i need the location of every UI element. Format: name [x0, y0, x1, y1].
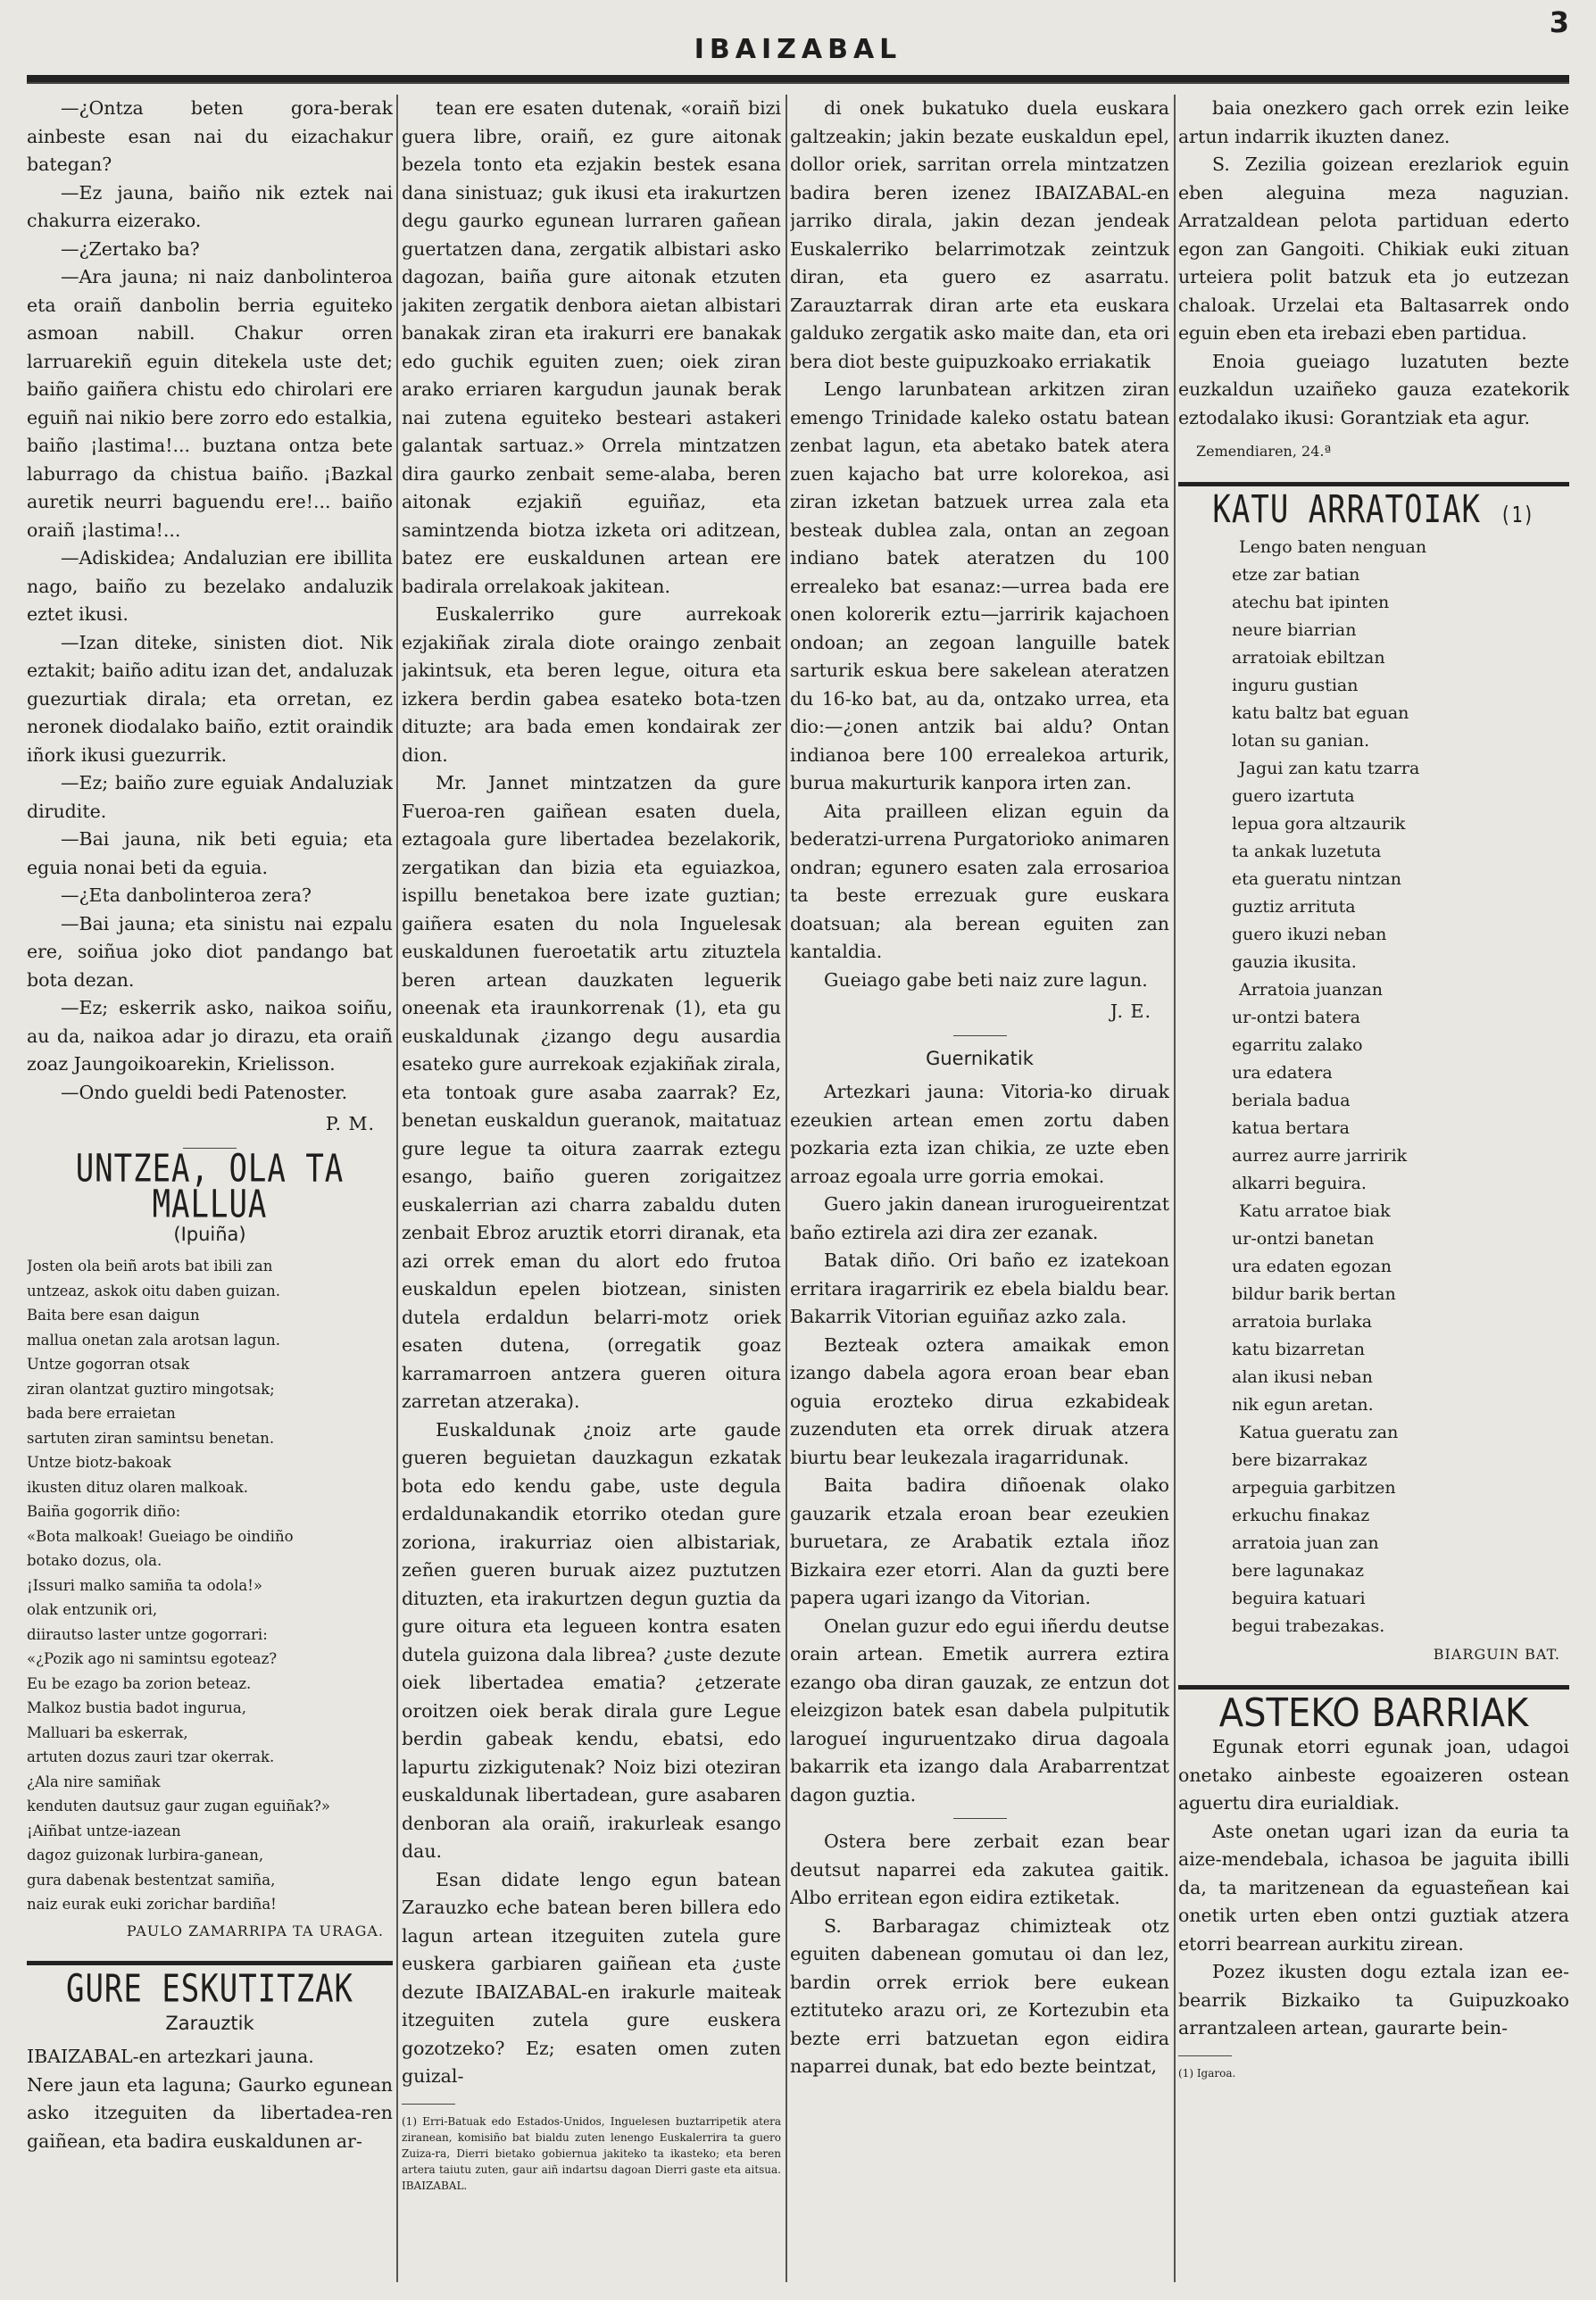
paragraph: Batak diño. Ori baño ez izatekoan erritara iragarririk ez ebela bialdu bear. Bakarrik Vitorian eguiñaz azko zala.: [790, 1250, 1169, 1327]
dialog-line: —Ondo gueldi bedi Patenoster.: [61, 1081, 348, 1103]
katu-note-mark: (1): [1500, 500, 1535, 527]
poem-line: ¿Ala nire samiñak: [27, 1773, 161, 1790]
column-4: [1178, 95, 1569, 2282]
poem-line: etze zar batian: [1232, 565, 1360, 585]
poem-line: egarritu zalako: [1232, 1035, 1363, 1055]
column-divider: [786, 95, 787, 2282]
paragraph: Egunak etorri egunak joan, udagoi onetako ainbeste egoaizeren ostean aguertu dira eurialdiak.: [1178, 1736, 1569, 1814]
divider: [953, 1818, 1007, 1819]
katu-author: BIARGUIN BAT.: [1433, 1646, 1560, 1663]
column-2: [402, 95, 781, 2282]
poem-line: Jagui zan katu tzarra: [1239, 759, 1420, 778]
paragraph: Guero jakin danean irurogueirentzat baño eztirela azi dira zer ezanak.: [790, 1193, 1169, 1243]
poem-line: mallua onetan zala arotsan lagun.: [27, 1331, 280, 1349]
poem-line: Baita bere esan daigun: [27, 1307, 200, 1324]
poem-line: gura dabenak bestentzat samiña,: [27, 1871, 276, 1889]
letter-continuation: [402, 95, 781, 2091]
poem-line: olak entzunik ori,: [27, 1601, 158, 1618]
footnote: (1) Erri-Batuak edo Estados-Unidos, Inguelesen buztarripetik atera ziranean, komisiño bat bialdu zuten lenengo Euskalerrira ta guero Zuiza-ra, Dierri bietako gobiernua jakiteko ta ikasteko; eta beren artera taiutu zuten, gaur aiñ indartsu dagoan Dierri gaste eta aitsua. IBAIZABAL.: [402, 2114, 781, 2192]
untzea-poem: [27, 1254, 393, 1917]
poem-line: Baiña gogorrik diño:: [27, 1503, 181, 1520]
paragraph: Gueiago gabe beti naiz zure lagun.: [824, 968, 1148, 991]
dialog-line: —Ez jauna, baiño nik eztek nai chakurra eizerako.: [27, 181, 393, 231]
poem-line: ¡Aiñbat untze-iazean: [27, 1822, 181, 1839]
paragraph: Esan didate lengo egun batean Zarauzko eche batean beren billera edo lagun artean itzeguiten zutela gure euskera garbiaren gaiñean eta ¿uste dezute IBAIZABAL-en irakurle maiteak itzeguiten zutela gure euskera gozotzeko? Ez; esaten omen zuten guizal-: [402, 1868, 781, 2087]
paragraph: Aste onetan ugari izan da euria ta aize-mendebala, ichasoa be jaguita ibilli da, ta maritzenean da eguasteñean kai onetik urten eben ontzi guztiak atzera etorri bearrean aurkitu zirean.: [1178, 1820, 1569, 1955]
paragraph: Ostera bere zerbait ezan bear deutsut naparrei eda zakutea gaitik. Albo erritean egon eidira eztiketak.: [790, 1831, 1169, 1908]
dialog-line: —Izan diteke, sinisten diot. Nik eztakit; baiño aditu izan det, andaluzak guezurtiak dirala; eta orretan, ez neronek diodalako baiño, eztit oraindik iñork ikusi guezurrik.: [27, 631, 393, 766]
section-divider: [1178, 482, 1569, 486]
column-1: [27, 95, 393, 2282]
paragraph: S. Zezilia goizean erezlariok eguin eben aleguina meza naguzian. Arratzaldean pelota partiduan ederto egon zan Gangoiti. Chikiak euki zituan urteiera polit batzuk eta jo eutzezan chaloak. Urzelai eta Baltasarrek ondo eguin eben eta irebazi eben partidua.: [1178, 154, 1569, 344]
poem-line: guero ikuzi neban: [1232, 925, 1387, 944]
poem-line: Untze biotz-bakoak: [27, 1454, 171, 1471]
poem-line: guero izartuta: [1232, 786, 1355, 806]
dateline: Zemendiaren, 24.ª: [1196, 443, 1332, 460]
paragraph: Enoia gueiago luzatuten bezte euzkaldun uzaiñeko gauza ezatekorik eztodalako ikusi: Gorantziak eta agur.: [1178, 350, 1569, 428]
untzea-title: UNTZEA, OLA TA MALLUA: [75, 1146, 345, 1226]
letter-paragraph: Nere jaun eta laguna; Gaurko egunean asko itzeguiten da libertadea-ren gaiñean, eta badira euskaldunen ar-: [27, 2073, 393, 2152]
paragraph: di onek bukatuko duela euskara galtzeakin; jakin bezate euskaldun epel, dollor oriek, sarritan orrela mintzatzen badira beren izenez IBAIZABAL-en jarriko dirala, jakin dezan jendeak Euskalerriko belarrimotzak zeintzuk diran, eta guero ez asarratu. Zarauztarrak diran arte eta euskara galduko zergatik asko maite dan, eta ori bera diot beste guipuzkoako erriakatik: [790, 97, 1169, 372]
katu-poem: [1178, 534, 1569, 1640]
untzea-subtitle: (Ipuiña): [173, 1223, 246, 1245]
paragraph: Artezkari jauna: Vitoria-ko diruak ezeukien artean emen zortu daben pozkaria ezta izan chikia, ze uzte eben arroaz egoala urre gorria emokai.: [790, 1081, 1169, 1187]
poem-line: arratoia burlaka: [1232, 1312, 1373, 1332]
guernikatik-subtitle: Guernikatik: [926, 1047, 1034, 1069]
poem-line: ur-ontzi banetan: [1232, 1229, 1375, 1249]
masthead: [27, 27, 1569, 71]
column-divider: [1174, 95, 1176, 2282]
poem-line: botako dozus, ola.: [27, 1552, 162, 1569]
poem-line: Josten ola beiñ arots bat ibili zan: [27, 1258, 273, 1275]
divider: [953, 1035, 1007, 1036]
poem-line: inguru gustian: [1232, 676, 1359, 695]
poem-line: Malluari ba eskerrak,: [27, 1723, 188, 1741]
poem-line: nik egun aretan.: [1232, 1395, 1374, 1415]
paragraph: tean ere esaten dutenak, «oraiñ bizi guera libre, oraiñ, ez gure aitonak bezela tonto eta ezjakin bestek esana dana sinistuaz; guk ikusi eta irakurtzen degu gaurko egunean lurraren gañean guertatzen dana, zergatik albistari asko dagozan, baiña gure aitonak etzuten jakiten zergatik denbora aietan albistari banakak ziran eta irakurri ere banakak edo guchik eguiten zuen; oiek ziran arako erriaren kargudun jaunak berak nai zutena eguiteko besteari astakeri galantak sartuaz.» Orrela mintzatzen dira gaurko zenbait seme-alaba, beren aitonak ezjakiñ eguiñaz, eta samintzenda biotza izketa ori aditzean, batez ere euskaldunen artean ere badirala orrelakoak jakitean.: [402, 97, 781, 597]
footnote-rule: [1178, 2055, 1232, 2056]
poem-line: erkuchu finakaz: [1232, 1506, 1370, 1525]
paragraph: Euskaldunak ¿noiz arte gaude gueren beguietan dauzkagun ezkatak botа edo kendu gabe, uste degula erdaldunakandik etorriko otedan gure zoriona, irakurriaz oien albistariak, zeñen gueren buruak aizez puztutzen dituzten, eta irakurtzen degun guztia da gure oitura eta legueen kontra esaten dutela guizona dala librea? ¿uste dezute oiek libertadea ematia? ¿etzerate oroitzen oiek berak dirala gure Legue berdin gabeak kendu, ebatsi, edo lapurtu zizkigutenak? Noiz bizi oteziran euskaldunak libertadean, gure asabaren denboran ala oraiñ, irakurleak esango dau.: [402, 1418, 781, 1862]
poem-line: dagoz guizonak lurbira-ganean,: [27, 1847, 264, 1864]
dialog-signature: P. M.: [325, 1113, 375, 1134]
poem-line: bada bere erraietan: [27, 1405, 176, 1422]
guernikatik-article: [790, 1078, 1169, 1809]
katu-arratoiak-title: [1178, 486, 1569, 532]
poem-line: diirautso laster untze gogorrari:: [27, 1625, 268, 1643]
section-divider: [27, 1961, 393, 1965]
poem-line: bere bizarrakaz: [1232, 1450, 1367, 1470]
dialog-line: —Ez; baiño zure eguiak Andaluziak dirudite.: [27, 772, 393, 822]
paragraph: Euskalerriko gure aurrekoak ezjakiñak zirala diote oraingo zenbait jakintsuk, eta beren legue, oitura eta izkera berdin gabea esateko bota-tzen dituzte; ara bada emen kondairak zer dion.: [402, 603, 781, 766]
poem-line: eta gueratu nintzan: [1232, 869, 1401, 889]
dialog-line: —¿Ontza beten gora-berak ainbeste esan nai du eizachakur bategan?: [27, 97, 393, 175]
paragraph: S. Barbaragaz chimizteak otz eguiten dabenean gomutau oi dan lez, bardin orrek erriok bere eukean eztituteko arazu ori, ze Kortezubin eta bezte erri batzuetan egon eidira naparrei dunak, bat edo bezte beintzat,: [790, 1914, 1169, 2077]
poem-line: katu bizarretan: [1232, 1340, 1365, 1359]
poem-line: Arratoia juanzan: [1239, 980, 1383, 1000]
poem-line: alkarri beguira.: [1232, 1174, 1367, 1193]
paragraph: Baita badira diñoenak olako gauzarik etzala eroan bear ezeukien buruetara, ze Arabatik eztala iñoz Bizkaira ezer etorri. Alan da guzti bere papera ugari izango da Vitorian.: [790, 1474, 1169, 1608]
poem-line: atechu bat ipinten: [1232, 593, 1390, 612]
footnote-rule: [402, 2104, 455, 2105]
poem-line: katu baltz bat eguan: [1232, 703, 1409, 723]
paragraph: Mr. Jannet mintzatzen da gure Fueroa-ren gaiñean esaten duela, eztagoala gure libertadea bezelakorik, zergatikan dan bizia eta eguiazkoa, ispillu benetakoa bere izate guztian; gaiñera esaten du nola Inguelesak euskaldunen fueroetatik artu zituztela beren artean dauzkaten leguerik oneenak eta iraunkorrenak (1), eta gu euskaldunak ¿izango degu ausardia esateko gure aurrekoak ezjakiñak zirala, eta tontoak gure asaba zaarrak? Ez, benetan euskaldun gueranok, maitatuaz gure legue ta oitura zaarrak eztegu esango, baiño gueren zorigaitzez euskalerrian azi charra zabaldu duten zenbait Ebroz aruztik etorri diranak, eta azi orrek eman du alort edo frutoa euskaldun epelen biotzean, sinisten dutela erdaldun belarri-motz oriek esaten dutena, (orregatik goaz karramarroen antzera gueren oitura zarretan atzeraka).: [402, 772, 781, 1412]
dialog-article: [27, 95, 393, 1107]
poem-line: ta ankak luzetuta: [1232, 842, 1382, 861]
poem-line: arpeguia garbitzen: [1232, 1478, 1396, 1498]
poem-line: ur-ontzi batera: [1232, 1008, 1360, 1027]
poem-line: arratoia juan zan: [1232, 1533, 1379, 1553]
letter-signature: J. E.: [1110, 1001, 1151, 1022]
poem-line: Eu be ezago ba zorion beteaz.: [27, 1674, 252, 1692]
column-3: [790, 95, 1169, 2282]
katu-title-text: KATU ARRATOIAK: [1212, 486, 1481, 532]
dialog-line: —¿Zertako ba?: [61, 237, 200, 260]
paragraph: Onelan guzur edo egui iñerdu deutse orain artean. Emetik aurrera eztira ezango oba diran gauzak, ze entzun dot eleizgizon batek esan dabela pulpitutik larogueí inguruentzako dirua dagoala bakarrik eta izango dala Arabarrentzat dagon guztia.: [790, 1615, 1169, 1806]
poem-line: «¿Pozik ago ni samintsu egoteaz?: [27, 1650, 278, 1667]
poem-line: naiz eurak euki zorichar bardiña!: [27, 1896, 277, 1913]
poem-line: bildur barik bertan: [1232, 1284, 1396, 1304]
dialog-line: —Bai jauna; eta sinistu nai ezpalu ere, soiñua joko diot pandango bat bota dezan.: [27, 912, 393, 991]
poem-line: ¡Issuri malko samiña ta odola!»: [27, 1576, 262, 1594]
zarauztik-subtitle: Zarauztik: [165, 2012, 254, 2034]
poem-line: ziran olantzat guztiro mingotsak;: [27, 1380, 275, 1398]
poem-line: sartuten ziran samintsu benetan.: [27, 1429, 275, 1447]
column-divider: [396, 95, 398, 2282]
poem-line: beriala badua: [1232, 1091, 1351, 1110]
letter-continuation: [790, 95, 1169, 994]
poem-line: begui trabezakas.: [1232, 1616, 1385, 1636]
asteko-article: [1178, 1733, 1569, 2043]
asteko-barriak-title: ASTEKO BARRIAK: [1218, 1690, 1529, 1736]
gure-eskutitzak-title: GURE ESKUTITZAK: [65, 1966, 354, 2012]
poem-line: katua bertara: [1232, 1118, 1350, 1138]
poem-line: Lengo baten nenguan: [1239, 537, 1427, 557]
paragraph: Aita prailleen elizan eguin da bederatzi-urrena Purgatorioko animaren ondran; egunero esaten zala errosarioa ta beste errezuak gure euskara doatsuan; ala berean eguiten zan kantaldia.: [790, 800, 1169, 962]
poem-line: lotan su ganian.: [1232, 731, 1370, 751]
section-divider: [1178, 1685, 1569, 1690]
poem-line: guztiz arrituta: [1232, 897, 1356, 917]
poem-line: untzeaz, askok oitu daben guizan.: [27, 1282, 281, 1299]
poem-line: «Bota malkoak! Gueiago be oindiño: [27, 1527, 294, 1545]
page-number: 3: [1549, 5, 1569, 39]
poem-line: gauzia ikusita.: [1232, 952, 1357, 972]
poem-line: kenduten dautsuz gaur zugan eguiñak?»: [27, 1798, 330, 1814]
newspaper-title: IBAIZABAL: [694, 33, 902, 65]
paragraph: baia onezkero gach orrek ezin leike artun indarrik ikuzten danez.: [1178, 97, 1569, 147]
poem-line: neure biarrian: [1232, 620, 1357, 640]
poem-line: lepua gora altzaurik: [1232, 814, 1406, 834]
paragraph: Pozez ikusten dogu eztala izan ee-bearrik Bizkaiko ta Guipuzkoako arrantzaleen artean, gaurarte bein-: [1178, 1961, 1569, 2038]
paragraph: Bezteak oztera amaikak emon izango dabela agora eroan bear eban oguia erozteko dirua ezkabideak zuzenduten eta orrek diruak atzera biurtu bear leukezala iragarridunak.: [790, 1333, 1169, 1468]
poem-line: aurrez aurre jarririk: [1232, 1146, 1408, 1166]
footnote: (1) Igaroa.: [1178, 2066, 1236, 2080]
poem-line: Katu arratoe biak: [1239, 1201, 1391, 1221]
header-rule: [27, 75, 1569, 84]
poem-line: Katua gueratu zan: [1239, 1423, 1399, 1442]
poem-line: ikusten dituz olaren malkoak.: [27, 1478, 249, 1496]
guernikatik-continuation: [1178, 95, 1569, 432]
dialog-line: —Ez; eskerrik asko, naikoa soiñu, au da, naikoa adar jo dirazu, eta oraiñ zoaz Jaungoikoarekin, Krielisson.: [27, 997, 393, 1075]
dialog-line: —Bai jauna, nik beti eguia; eta eguia nonai beti da eguia.: [27, 828, 393, 878]
poem-line: artuten dozus zauri tzar okerrak.: [27, 1748, 275, 1765]
poem-line: ura edaten egozan: [1232, 1257, 1392, 1276]
poem-line: arratoiak ebiltzan: [1232, 648, 1385, 668]
ostera-article: [790, 1828, 1169, 2081]
poem-line: Malkoz bustia badot ingurua,: [27, 1699, 246, 1716]
poem-line: Untze gogorran otsak: [27, 1356, 190, 1373]
poem-line: ura edatera: [1232, 1063, 1333, 1083]
dialog-line: —Adiskidea; Andaluzian ere ibillita nago, baiño zu bezelako andaluzik eztet ikusi.: [27, 547, 393, 625]
dialog-line: —Ara jauna; ni naiz danbolinteroa eta oraiñ danbolin berria eguiteko asmoan nabill. Chakur orren larruarekiñ eguin ditekela uste det; baiño gaiñera chistu edo chirolari ere eguiñ nai nikio bere zorro edo estalkia, baiño ¡lastima!... buztana ontza bete laburrago da chistua baiño. ¡Bazkal auretik neurri baguendu ere!... baiño oraiñ ¡lastima!...: [27, 266, 393, 541]
dialog-line: —¿Eta danbolinteroa zera?: [61, 884, 312, 906]
poem-line: alan ikusi neban: [1232, 1367, 1373, 1387]
untzea-author: PAULO ZAMARRIPA TA URAGA.: [126, 1922, 384, 1939]
poem-line: beguira katuari: [1232, 1589, 1366, 1608]
poem-line: bere lagunakaz: [1232, 1561, 1364, 1581]
letter-salutation: IBAIZABAL-en artezkari jauna.: [27, 2046, 314, 2067]
paragraph: Lengo larunbatean arkitzen ziran emengo Trinidade kaleko ostatu batean zenbat lagun, eta abetako batek atera zuen kajacho bat urre kolorekoa, asi ziran izketan batzuek urrea zala eta besteak dublea zala, ontan an zegoan indiano batek ateratzen du 100 errealeko bat esanaz:—urrea bada ere onen kolorerik eztu—jarririk kajachoen ondoan; an zegoan languille batek sarturik eskua bere sakelean ateratzen du 16-ko bat, au da, ontzako urrea, eta dio:—¿onen antzik bai aldu? Ontan indianoa bere 100 errealekoa arturik, buruа makurturik kanpora irten zan.: [790, 378, 1169, 793]
